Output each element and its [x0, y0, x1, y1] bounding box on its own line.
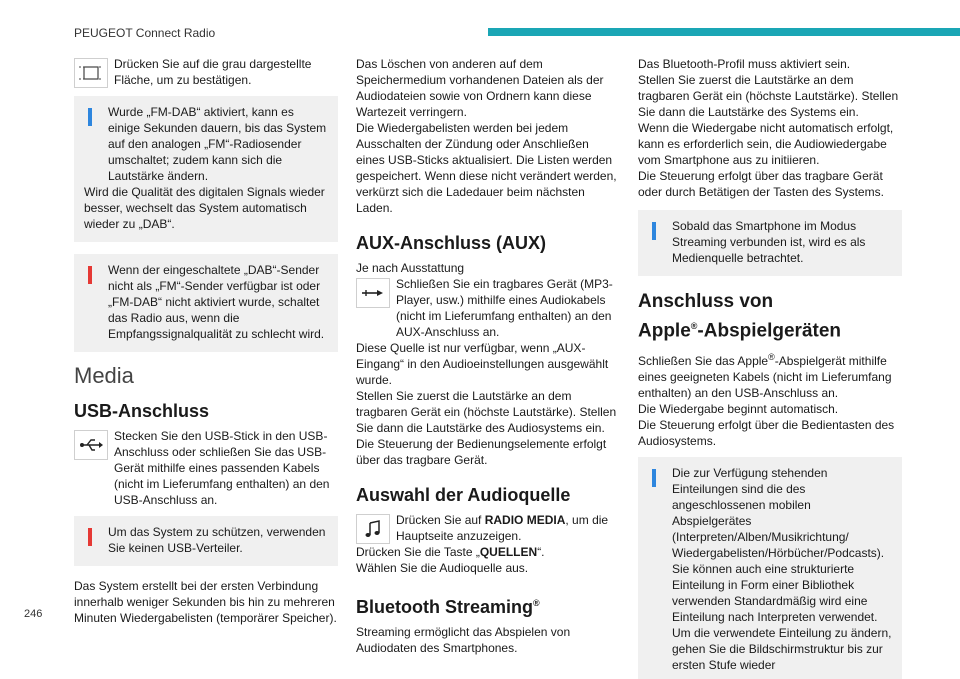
section-title-aux: AUX-Anschluss (AUX): [356, 233, 547, 253]
source-text-a: Drücken Sie auf: [396, 513, 485, 527]
info-box-streaming: [638, 210, 902, 276]
paragraph: Stellen Sie zuerst die Lautstärke an dem tragbaren Gerät ein (höchste Lautstärke). Stellen Sie dann die Lautstärke des Systems ein.: [638, 73, 899, 119]
apple-p1-b: -Abspielgerät mithilfe eines geeigneten Kabels (nicht im Lieferumfang enthalten) an den USB-Anschluss an.: [638, 354, 892, 401]
info-icon: [652, 469, 656, 487]
column-2: [356, 56, 620, 656]
section-title-source: Auswahl der Audioquelle: [356, 485, 571, 505]
usb-instruction: [74, 428, 338, 508]
info-text: Wird die Qualität des digitalen Signals wieder besser, wechselt das System automatisch wieder zu „DAB“.: [84, 185, 325, 231]
bt-text: Streaming ermöglicht das Abspielen von Audiodaten des Smartphones.: [356, 625, 571, 655]
paragraph: Die Wiedergabe beginnt automatisch.: [638, 402, 839, 417]
paragraph: [356, 544, 620, 560]
registered-mark: ®: [690, 321, 698, 331]
section-title-bluetooth: [356, 592, 620, 618]
info-text: Sobald das Smartphone im Modus Streaming verbunden ist, wird es als Medienquelle betrachtet.: [672, 219, 866, 265]
info-box-fm-dab: [74, 96, 338, 242]
paragraph: Wenn die Wiedergabe nicht automatisch erfolgt, kann es erforderlich sein, die Audiowiedergabe vom Smartphone aus zu initiieren.: [638, 121, 894, 167]
info-icon: [88, 108, 92, 126]
warning-box-usb: [74, 516, 338, 566]
apple-title-a: Anschluss von: [638, 291, 774, 312]
music-note-icon: [356, 514, 390, 544]
aux-text: Schließen Sie ein tragbares Gerät (MP3-Player, usw.) mithilfe eines Audiokabels (nicht im Lieferumfang enthalten) an den AUX-Anschluss an.: [396, 277, 613, 339]
radio-media-label: RADIO MEDIA: [484, 513, 566, 527]
paragraph: Die Steuerung der Bedienungselemente erfolgt über das tragbare Gerät.: [356, 437, 607, 467]
source-p2-c: “.: [537, 545, 545, 559]
confirm-text: Drücken Sie auf die grau dargestellte Fläche, um zu bestätigen.: [114, 57, 312, 87]
paragraph: Wählen Sie die Audioquelle aus.: [356, 561, 529, 575]
confirm-instruction: [74, 56, 338, 88]
apple-title-b: Apple: [638, 320, 691, 342]
source-instruction: [356, 512, 620, 544]
paragraph: Die Wiedergabelisten werden bei jedem Ausschalten der Zündung oder Anschließen eines USB-Sticks aktualisiert. Die Listen werden gespeichert. Wenn diese nicht verändert werden, verkürzt sich die Ladedauer beim nächsten Laden.: [356, 121, 617, 215]
aux-instruction: [356, 276, 620, 340]
column-3: [638, 56, 902, 679]
touch-square-icon: [74, 58, 108, 88]
running-header: PEUGEOT Connect Radio: [74, 26, 216, 40]
source-text-c: , um die Hauptseite anzuzeigen.: [396, 513, 609, 543]
warning-text: Um das System zu schützen, verwenden Sie keinen USB-Verteiler.: [108, 525, 326, 555]
warning-text: Wenn der eingeschaltete „DAB“-Sender nicht als „FM“-Sender verfügbar ist oder „FM-DAB“ nicht aktiviert wurde, schaltet das Radio aus, wenn die Empfangssignalqualität zu schlecht wird.: [108, 263, 325, 341]
usb-text: Stecken Sie den USB-Stick in den USB-Anschluss oder schließen Sie das USB-Gerät mithilfe eines passenden Kabels (nicht im Lieferumfang enthalten) an den USB-Anschluss an.: [114, 429, 330, 507]
registered-mark: ®: [768, 352, 775, 363]
paragraph: Die Steuerung erfolgt über die Bedientasten des Audiosystems.: [638, 418, 895, 449]
registered-mark: ®: [533, 598, 540, 608]
paragraph: Diese Quelle ist nur verfügbar, wenn „AUX-Eingang“ in den Audioeinstellungen ausgewählt wurde.: [356, 341, 609, 387]
apple-title-c: -Abspielgeräten: [697, 320, 842, 342]
paragraph: Das Bluetooth-Profil muss aktiviert sein.: [638, 57, 851, 71]
info-text: Wurde „FM-DAB“ aktiviert, kann es einige Sekunden dauern, bis das System auf den analogen „FM“-Radiosender umschaltet; zudem kann sich die Lautstärke ändern.: [108, 105, 327, 183]
aux-note: Je nach Ausstattung: [356, 261, 465, 275]
bt-title-text: Bluetooth Streaming: [356, 597, 534, 617]
playlist-text: Das System erstellt bei der ersten Verbindung innerhalb weniger Sekunden bis hin zu mehreren Minuten Wiedergabelisten (temporärer Speicher).: [74, 579, 337, 625]
paragraph: Stellen Sie zuerst die Lautstärke an dem tragbaren Gerät ein (höchste Lautstärke). Stellen Sie dann die Lautstärke des Audiosystems ein.: [356, 389, 617, 435]
header-accent-bar: [488, 28, 960, 36]
info-text: Die zur Verfügung stehenden Einteilungen sind die des angeschlossenen mobilen Abspielgerätes (Interpreten/Alben/Musikrichtung/ Wiedergabelisten/Hörbücher/Podcasts). Sie können auch eine strukturierte Einteilung in Form einer Bibliothek verwenden Standardmäßig wird eine Einteilung nach Interpreten verwendet. Um die verwendete Einteilung zu ändern, gehen Sie die Bildschirmstruktur bis zur ersten Stufe wieder: [672, 466, 892, 673]
warning-icon: [88, 528, 92, 546]
paragraph: Das Löschen von anderen auf dem Speichermedium vorhandenen Dateien als der Audiodateien sowie von Ordnern kann diese Wartezeit verringern.: [356, 57, 604, 119]
column-1: [74, 56, 338, 626]
usb-icon: [74, 430, 108, 460]
aux-jack-icon: [356, 278, 390, 308]
info-icon: [652, 222, 656, 240]
apple-p1-a: Schließen Sie das Apple: [638, 354, 769, 369]
paragraph: Die Steuerung erfolgt über das tragbare Gerät oder durch Betätigen der Tasten des Systems.: [638, 169, 884, 199]
warning-box-dab: [74, 254, 338, 352]
source-text: [396, 512, 620, 544]
info-box-apple: [638, 457, 902, 679]
paragraph: [638, 349, 902, 401]
page-number: 246: [24, 608, 43, 620]
section-title-media: Media: [74, 363, 134, 388]
section-title-usb: USB-Anschluss: [74, 401, 210, 421]
quellen-label: QUELLEN: [479, 545, 538, 559]
section-title-apple: [638, 290, 902, 343]
source-p2-a: Drücken Sie die Taste „: [356, 545, 480, 559]
warning-icon: [88, 266, 92, 284]
